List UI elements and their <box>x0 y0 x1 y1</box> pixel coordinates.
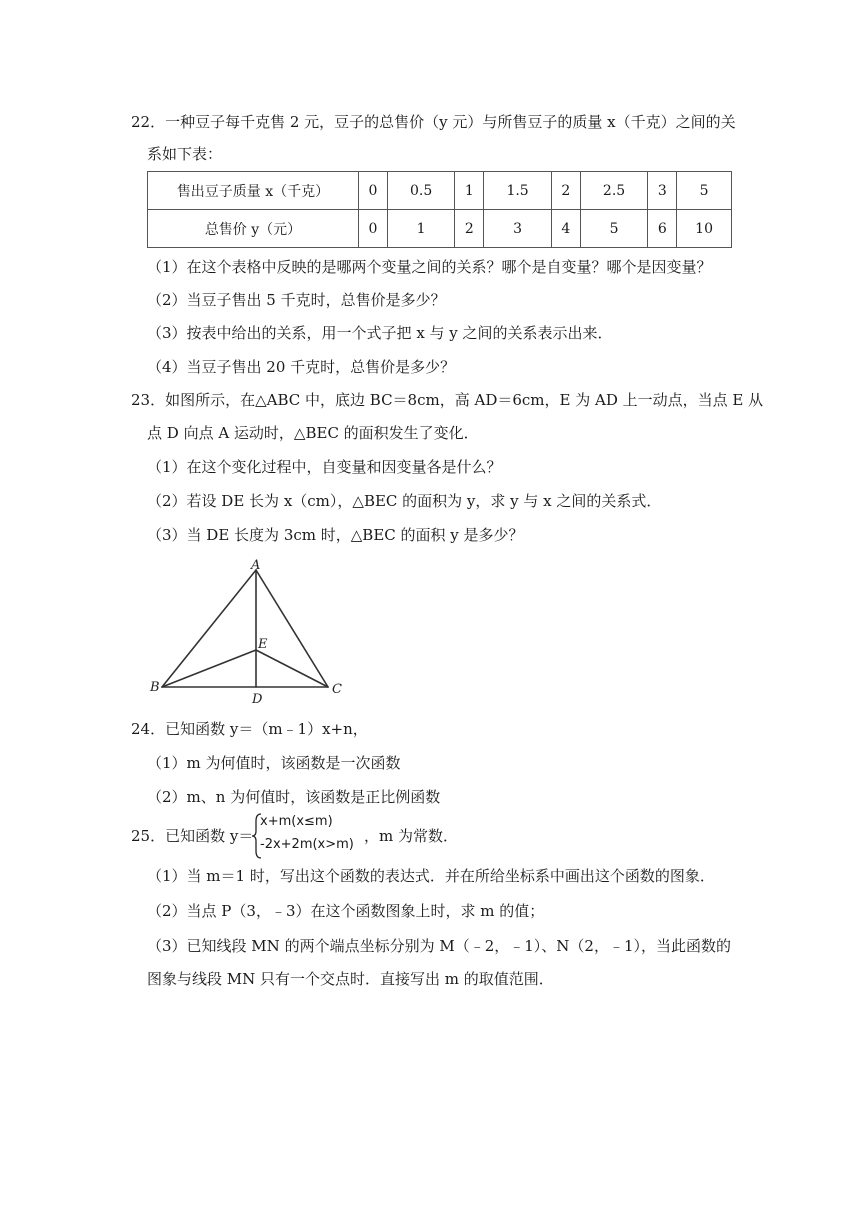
table-cell: 0.5 <box>387 172 455 210</box>
table-cell: 1.5 <box>484 172 552 210</box>
q25-sub3-line2: 图象与线段 MN 只有一个交点时．直接写出 m 的取值范围． <box>147 970 554 988</box>
q23-sub3: （3）当 DE 长度为 3cm 时，△BEC 的面积 y 是多少？ <box>147 526 524 544</box>
piece-one: x+m(x≤m) <box>260 814 333 829</box>
q22-sub4: （4）当豆子售出 20 千克时，总售价是多少？ <box>147 358 456 376</box>
piece-two: -2x+2m(x>m) <box>260 837 354 852</box>
q24-stem: 24．已知函数 y＝（m﹣1）x+n， <box>131 720 368 738</box>
q23-sub2: （2）若设 DE 长为 x（cm），△BEC 的面积为 y，求 y 与 x 之间的关系式． <box>147 492 662 510</box>
q22-sub2: （2）当豆子售出 5 千克时，总售价是多少？ <box>147 291 446 309</box>
table-row <box>148 210 732 248</box>
q25-stem-prefix: 25．已知函数 y＝ <box>131 827 254 845</box>
table-cell: 0 <box>359 172 388 210</box>
q22-sub1: （1）在这个表格中反映的是哪两个变量之间的关系？哪个是自变量？哪个是因变量？ <box>147 258 712 276</box>
table-cell: 2.5 <box>580 172 648 210</box>
table-cell: 5 <box>677 172 732 210</box>
side-ab <box>162 570 256 687</box>
table-cell: 1 <box>455 172 484 210</box>
table-cell: 6 <box>648 210 677 248</box>
triangle-figure <box>146 558 346 706</box>
table-cell: 4 <box>551 210 580 248</box>
label-d: D <box>252 692 263 706</box>
q25-sub3-line1: （3）已知线段 MN 的两个端点坐标分别为 M（﹣2，﹣1）、N（2，﹣1），当此函数的 <box>147 937 731 955</box>
table-cell: 10 <box>677 210 732 248</box>
piecewise-function <box>252 813 364 859</box>
q22-table <box>147 171 732 248</box>
q22-stem-line1: 22．一种豆子每千克售 2 元，豆子的总售价（y 元）与所售豆子的质量 x（千克）之间的关 <box>131 113 736 131</box>
q25-stem-suffix: ，m 为常数． <box>364 827 458 845</box>
table-cell: 0 <box>359 210 388 248</box>
table-row <box>148 172 732 210</box>
q24-sub2: （2）m、n 为何值时，该函数是正比例函数 <box>147 788 441 806</box>
table-row-label: 售出豆子质量 x（千克） <box>148 172 359 210</box>
q23-sub1: （1）在这个变化过程中，自变量和因变量各是什么？ <box>147 458 502 476</box>
table-cell: 1 <box>387 210 455 248</box>
q22-stem-line2: 系如下表： <box>147 145 223 163</box>
label-a: A <box>251 558 261 573</box>
q25-sub1: （1）当 m＝1 时，写出这个函数的表达式．并在所给坐标系中画出这个函数的图象． <box>147 867 715 885</box>
q24-sub1: （1）m 为何值时，该函数是一次函数 <box>147 754 401 772</box>
label-b: B <box>150 680 160 695</box>
q22-sub3: （3）按表中给出的关系，用一个式子把 x 与 y 之间的关系表示出来． <box>147 324 613 342</box>
table-cell: 2 <box>551 172 580 210</box>
side-ac <box>256 570 328 687</box>
q23-stem-line1: 23．如图所示，在△ABC 中，底边 BC＝8cm，高 AD＝6cm，E 为 AD 上一动点，当点 E 从 <box>131 391 764 409</box>
table-cell: 5 <box>580 210 648 248</box>
q23-stem-line2: 点 D 向点 A 运动时，△BEC 的面积发生了变化． <box>147 424 479 442</box>
table-row-label: 总售价 y（元） <box>148 210 359 248</box>
q25-sub2: （2）当点 P（3，﹣3）在这个函数图象上时，求 m 的值； <box>147 902 545 920</box>
label-e: E <box>258 637 268 652</box>
table-cell: 2 <box>455 210 484 248</box>
label-c: C <box>332 682 342 697</box>
table-cell: 3 <box>484 210 552 248</box>
table-cell: 3 <box>648 172 677 210</box>
